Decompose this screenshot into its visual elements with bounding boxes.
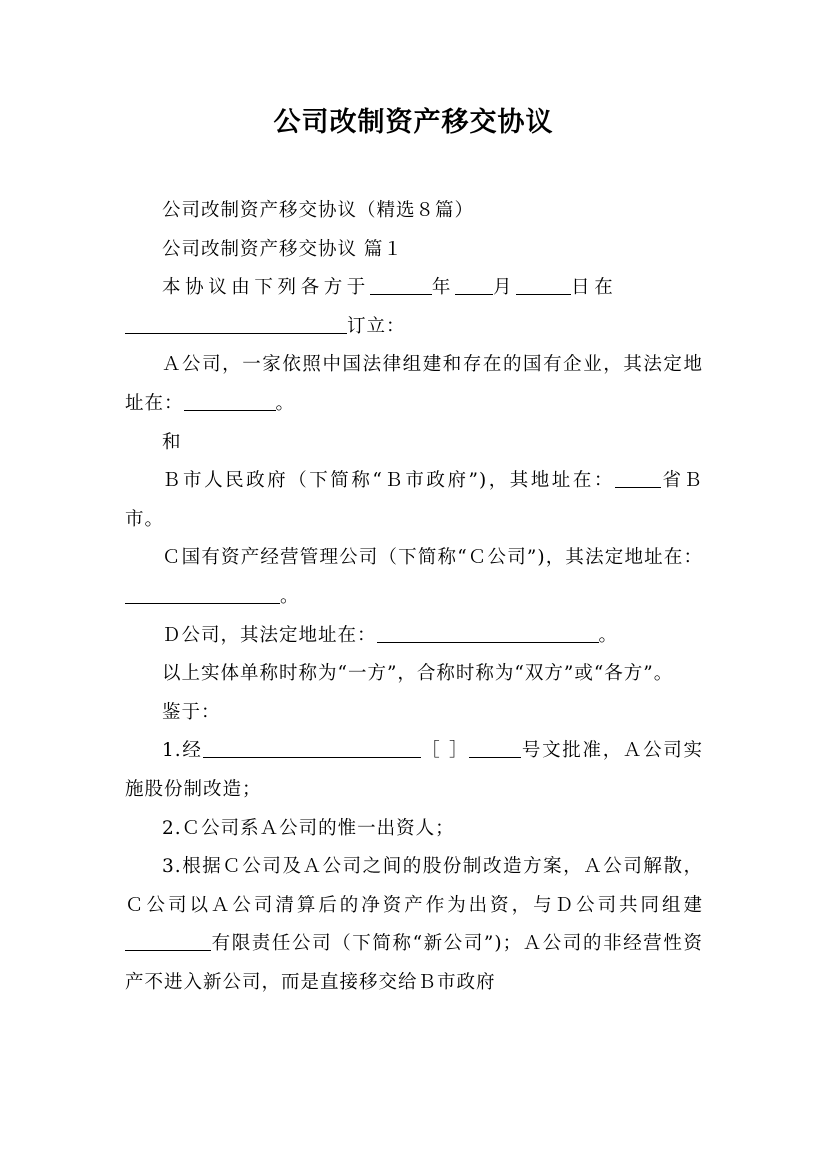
text-province-city: 省Ｂ市。	[125, 470, 703, 530]
paragraph-party-a	[125, 346, 703, 423]
blank-place	[125, 314, 347, 334]
blank-approval-authority	[203, 739, 421, 759]
blank-year	[370, 276, 432, 296]
blank-new-company-name	[125, 932, 211, 952]
subtitle-line: 公司改制资产移交协议（精选８篇）	[162, 200, 475, 221]
paragraph-definitions: 以上实体单称时称为“一方”，合称时称为“双方”或“各方”。	[162, 663, 674, 685]
blank-party-d-address	[377, 623, 599, 643]
text-bracket: ［ ］	[420, 740, 470, 762]
text-day-at: 日在	[571, 277, 618, 299]
text-party-b: Ｂ市人民政府（下简称“Ｂ市政府”)，其地址在：	[162, 470, 615, 492]
text-item-3-end: 有限责任公司（下简称“新公司”)；Ａ公司的非经营性资产不进入新公司，而是直接移交给Ｂ市政府	[125, 933, 703, 993]
blank-day	[516, 276, 571, 296]
blank-document-number	[469, 739, 521, 759]
paragraph-date-place-cont	[125, 308, 703, 347]
paragraph-party-c	[125, 539, 703, 616]
text-year: 年	[431, 277, 456, 299]
paragraph-item-1	[125, 732, 703, 809]
text-party-a: Ａ公司，一家依照中国法律组建和存在的国有企业，其法定地址在：	[125, 354, 703, 414]
paragraph-and: 和	[162, 431, 182, 453]
text-period: 。	[598, 624, 619, 646]
blank-province	[615, 469, 661, 489]
blank-party-c-address	[125, 584, 280, 604]
text-item-3-start: 3.根据Ｃ公司及Ａ公司之间的股份制改造方案，Ａ公司解散，Ｃ公司以Ａ公司清算后的净资产作为出资，与Ｄ公司共同组建	[125, 856, 703, 916]
section-heading: 公司改制资产移交协议 篇１	[162, 238, 403, 260]
text-agreement-by-parties: 本协议由下列各方于	[162, 277, 370, 299]
paragraph-date-place	[125, 269, 703, 308]
text-party-d: Ｄ公司，其法定地址在：	[162, 624, 377, 646]
document-body	[125, 192, 703, 1002]
paragraph-item-2: 2.Ｃ公司系Ａ公司的惟一出资人；	[162, 817, 455, 839]
text-signed: 订立：	[347, 315, 406, 337]
paragraph-party-d	[125, 617, 703, 656]
document-title: 公司改制资产移交协议	[273, 107, 554, 138]
text-period: 。	[280, 585, 300, 607]
paragraph-whereas: 鉴于：	[162, 701, 221, 723]
paragraph-party-b	[125, 462, 703, 539]
blank-party-a-address	[184, 391, 276, 411]
blank-month	[455, 276, 493, 296]
paragraph-item-3	[125, 848, 703, 1002]
text-item-1-end: 号文批准，Ａ公司实施股份制改造；	[125, 740, 703, 800]
text-month: 月	[493, 277, 517, 299]
text-period: 。	[275, 392, 296, 414]
text-party-c: Ｃ国有资产经营管理公司（下简称“Ｃ公司”)，其法定地址在：	[162, 547, 703, 569]
text-item-1-start: 1.经	[162, 740, 203, 762]
